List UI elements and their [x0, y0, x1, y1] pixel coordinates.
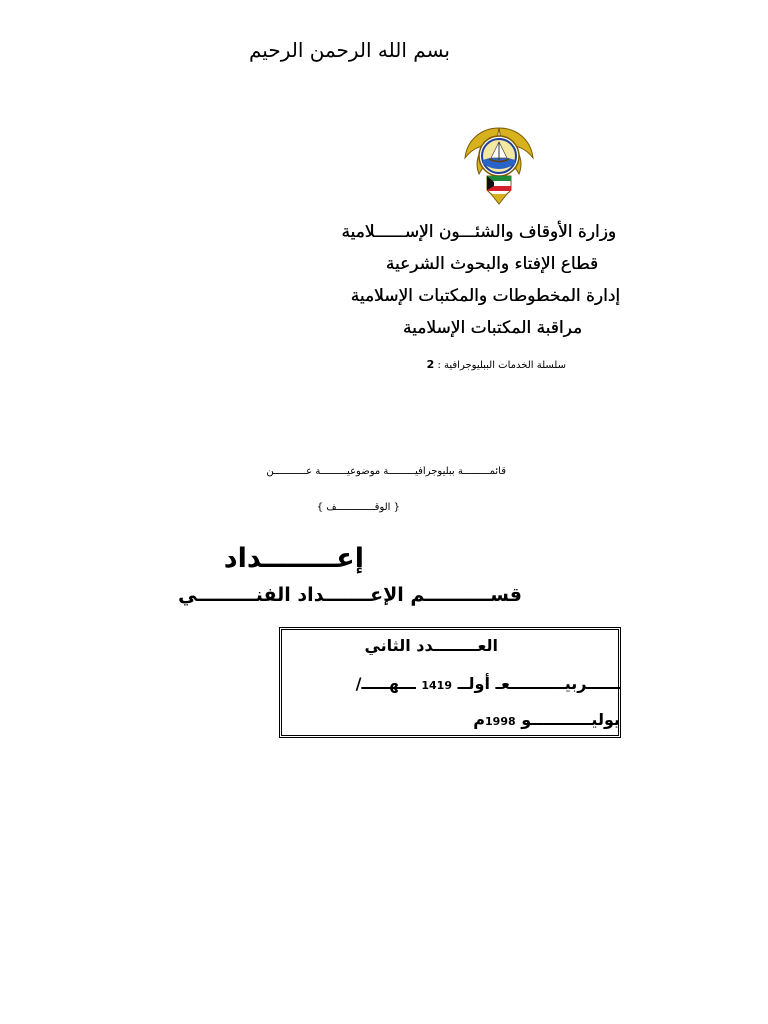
series-number: 2 [426, 358, 435, 371]
ministry-name: وزارة الأوقاف والشئـــون الإســــــلامية [341, 222, 616, 242]
basmala: بسم الله الرحمن الرحيم [248, 38, 450, 62]
department-credit: قســــــــــم الإعـــــــداد الفنـــــــــي [178, 584, 522, 606]
series-label: سلسلة الخدمات الببليوجرافية : [437, 360, 566, 371]
gregorian-year: 1998 [485, 715, 516, 728]
document-topic: { الوقـــــــــــــف } [316, 502, 400, 513]
hijri-date [356, 674, 620, 693]
department-name: إدارة المخطوطات والمكتبات الإسلامية [350, 286, 620, 306]
hijri-year: 1419 [421, 679, 452, 692]
document-subtitle: قائمـــــــــة ببليوجرافيـــــــــة موضوعيـــــــــة عـــــــــــن [266, 466, 506, 477]
sector-name: قطاع الإفتاء والبحوث الشرعية [385, 254, 598, 274]
series-line [427, 358, 566, 371]
gregorian-date [473, 710, 620, 729]
issue-title: العــــــــدد الثاني [364, 636, 498, 655]
kuwait-emblem-icon [461, 124, 537, 206]
prepared-by-heading: إعــــــــداد [223, 543, 364, 574]
hijri-suffix: ـــهـــــ/ [355, 674, 416, 693]
gregorian-month: يوليـــــــــــو [521, 710, 620, 729]
hijri-month: ــــــربيــــــــــعـ أولــ [457, 674, 620, 693]
section-name: مراقبة المكتبات الإسلامية [402, 318, 582, 338]
gregorian-suffix: م [473, 710, 486, 729]
